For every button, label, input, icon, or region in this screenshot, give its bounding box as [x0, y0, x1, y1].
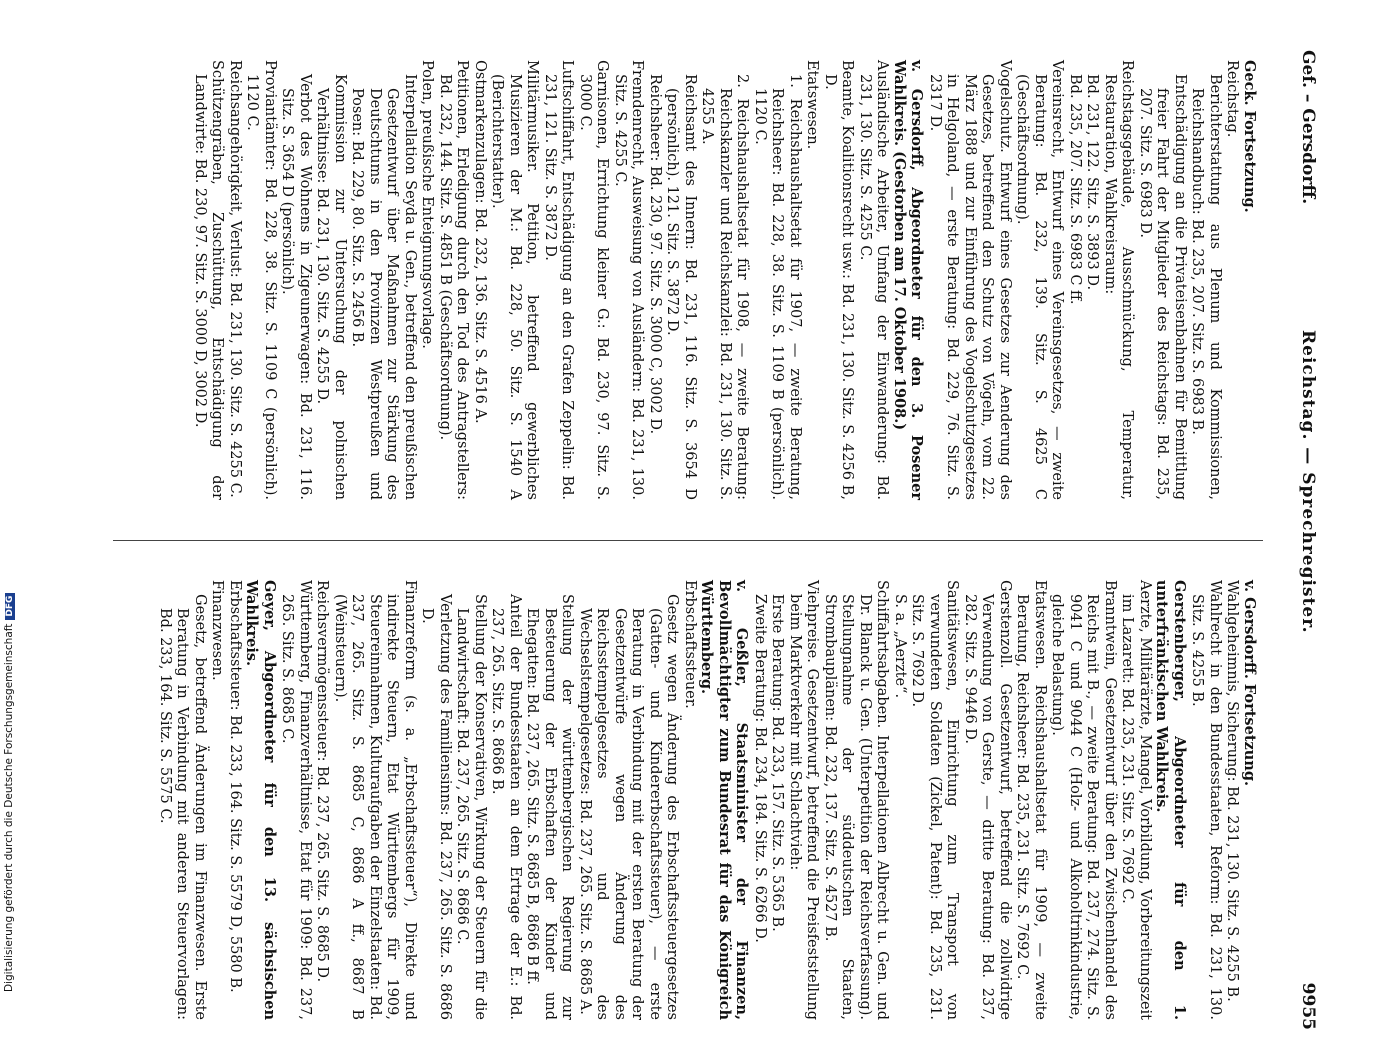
register-entry: Interpellation Seyda u. Gen., betreffend den preußischen Gesetzentwurf über Maßnahmen zur Stärkung des Deutschtums in den Provinzen Westpreußen und Posen: Bd. 229, 80. Sitz. S. 2456 B.	[349, 74, 418, 500]
register-entry: S. a. „Aerzte“.	[892, 594, 908, 699]
register-entry: Gerstenzoll. Gesetzentwurf, betreffend die zollwidrige Verwendung von Gerste, — dritte Beratung: Bd. 237, 282. Sitz. S. 9446 D.	[962, 580, 1013, 1020]
right-column	[156, 580, 1259, 1020]
register-entry: Finanzwesen.	[209, 580, 226, 681]
register-entry: Ausländische Arbeiter, Umfang der Einwanderung: Bd. 231, 130. Sitz. S. 4255 C.	[857, 60, 891, 500]
register-page	[88, 40, 1318, 1040]
register-entry: Vogelschutz. Entwurf eines Gesetzes zur Aenderung des Gesetzes, betreffend den Schutz von Vögeln, vom 22. März 1888 und zur Einführung des Vogelschutzgesetzes in Helgoland, — erste Beratung: Bd. 229, 76. Sitz. S. 2317 D.	[927, 60, 1013, 500]
register-entry: Stellung der württembergischen Regierung zur Besteuerung der Erbschaften der Kinder und Ehegatten: Bd. 237, 265. Sitz. S. 8685 B, 8686 B ff.	[524, 594, 576, 1020]
register-entry: Ostmarkenzulagen: Bd. 232, 136. Sitz. S. 4516 A.	[472, 60, 488, 424]
register-entry: Schützengräben, Zuschüttung, Entschädigung der Landwirte: Bd. 230, 97. Sitz. S. 3000 D, 3002 D.	[192, 60, 226, 500]
header-running-head-left: Gef. – Gersdorff.	[1298, 50, 1318, 205]
register-entry: Erbschaftssteuer.	[682, 580, 698, 709]
footer-text: Digitalisierung gefördert durch die Deutsche Forschungsgemeinschaft	[3, 623, 15, 992]
register-entry: Beamte, Koalitionsrecht usw.: Bd. 231, 130. Sitz. S. 4256 B, D.	[822, 60, 856, 500]
register-entry: Reichstagsgebäude, Ausschmückung, Temperatur, Restauration, Wahlkreisraum:	[1102, 60, 1136, 500]
page-header	[1288, 40, 1318, 1040]
register-entry: Geyer, Abgeordneter für den 13. sächsischen Wahlkreis.	[243, 580, 278, 1020]
register-entry: Etatswesen.	[804, 60, 821, 150]
page-number: 9955	[1298, 982, 1318, 1030]
register-entry: Erbschaftssteuer: Bd. 233, 164. Sitz. S. 5579 D, 5580 B.	[227, 580, 243, 993]
register-entry: Gerstenberger, Abgeordneter für den 1. unterfränkischen Wahlkreis.	[1153, 580, 1188, 1020]
register-entry: Aerzte, Militärärzte, Mangel, Vorbildung, Vorbereitungszeit im Lazarett: Bd. 235, 231. Sitz. S. 7692 C.	[1119, 580, 1153, 1020]
register-entry: Vereinsrecht, Entwurf eines Vereinsgesetzes, — zweite Beratung: Bd. 232, 139. Sitz. S. 4625 C (Geschäftsordnung).	[1014, 60, 1066, 500]
register-entry: Luftschiffahrt, Entschädigung an den Grafen Zeppelin: Bd. 231, 121. Sitz. S. 3872 D.	[542, 60, 576, 500]
register-entry: Petitionen, Erledigung durch den Tod des Antragstellers: Bd. 232, 144. Sitz. S. 4851 B (Geschäftsordnung).	[437, 60, 471, 500]
register-entry: v. Gersdorff. Fortsetzung.	[1241, 580, 1258, 787]
register-entry: Reichsamt des Innern: Bd. 231, 116. Sitz. S. 3654 D (persönlich). 121. Sitz. S. 3872 D.	[664, 74, 698, 500]
register-entry: 1. Reichshaushaltsetat für 1907, — zweite Beratung, Reichsheer: Bd. 228, 38. Sitz. S. 1109 B (persönlich). 1120 C.	[752, 74, 803, 500]
register-entry: Verbot des Wohnens in Zigeunerwagen: Bd. 231, 116. Sitz. S. 3654 D (persönlich).	[279, 74, 313, 500]
register-entry: Wahlgeheimnis, Sicherung: Bd. 231, 130. Sitz. S. 4255 B.	[1224, 580, 1241, 1002]
register-entry: Bd. 231, 122. Sitz. S. 3893 D.	[1084, 74, 1101, 291]
register-entry: Reichstag.	[1224, 60, 1241, 138]
register-entry: Finanzreform (s. a. „Erbschaftssteuer“), Direkte und indirekte Steuern, Etat Württembergs für 1909, Steuereinnahmen, Kulturaufgaben der Einzelstaaten: Bd. 237, 265. Sitz. S. 8685 C, 8686 A ff., 8687 B (Weinsteuern).	[332, 580, 418, 1020]
register-entry: Geck. Fortsetzung.	[1241, 60, 1258, 213]
register-entry: Fremdenrecht, Ausweisung von Ausländern: Bd. 231, 130. Sitz. S. 4255 C.	[612, 60, 646, 500]
register-entry: Württemberg, Finanzverhältnisse, Etat für 1909: Bd. 237, 265. Sitz. S. 8685 C.	[279, 580, 313, 1020]
register-entry: Berichterstattung aus Plenum und Kommissionen, Reichshandbuch: Bd. 235, 207. Sitz. S. 6983 B.	[1189, 74, 1223, 500]
register-entry: Verletzung des Familiensinns: Bd. 237, 265. Sitz. S. 8686 D.	[419, 594, 453, 1020]
column-divider	[113, 540, 1263, 541]
register-entry: Zweite Beratung: Bd. 234, 184. Sitz. S. 6266 D.	[752, 594, 768, 943]
register-entry: Entschädigung an die Privateisenbahnen für Bemittlung freier Fahrt der Mitglieder des Reichstags: Bd. 235, 207. Sitz. S. 6983 D.	[1137, 74, 1188, 500]
register-entry: Sanitätswesen, Einrichtung zum Transport von verwundeten Soldaten (Zickel, Patent): Bd. 235, 231. Sitz. S. 7692 D.	[909, 580, 961, 1020]
register-entry: Viehpreise. Gesetzentwurf, betreffend die Preisfeststellung beim Marktverkehr mit Schlachtvieh:	[787, 580, 821, 1020]
register-entry: Reichsvermögenssteuer: Bd. 237, 265. Sitz. S. 8685 D.	[314, 580, 331, 983]
register-entry: Polen, preußische Enteignungsvorlage.	[419, 60, 436, 349]
register-entry: Garnisonen, Errichtung kleiner G.: Bd. 230, 97. Sitz. S. 3000 C.	[577, 60, 611, 500]
register-entry: Schiffahrtsabgaben. Interpellationen Albrecht u. Gen. und Dr. Blanck u. Gen. (Unterpetition der Reichsverfassung). Stellungnahme der süddeutschen Staaten, Strombauplänen: Bd. 232, 137. Sitz. S. 4527 B.	[822, 580, 891, 1020]
register-entry: Branntwein, Gesetzentwurf über den Zwischenhandel des Reichs mit B., — zweite Beratung: Bd. 237, 274. Sitz. S. 9041 C und 9044 C (Holz- und Alkoholtrinkindustrie, gleiche Belastung).	[1049, 580, 1118, 1020]
register-entry: 2. Reichshaushaltsetat für 1908, — zweite Beratung: Reichskanzler und Reichskanzlei: Bd. 231, 130. Sitz. S. 4255 A.	[699, 74, 751, 500]
register-entry: v. Gersdorff, Abgeordneter für den 3. Posener Wahlkreis. (Gestorben am 17. Oktober 1908.)	[891, 60, 926, 500]
register-entry: Gesetz wegen Änderung des Erbschaftssteuergesetzes (Gatten- und Kindererbschaftssteuer), — erste Beratung in Verbindung mit der ersten Beratung der Gesetzentwürfe wegen Änderung des Reichsstempelgesetzes und des Wechselstempelgesetzes: Bd. 237, 265. Sitz. S. 8685 A.	[577, 594, 681, 1020]
register-entry: Gesetz, betreffend Änderungen im Finanzwesen. Erste Beratung in Verbindung mit anderen Steuervorlagen: Bd. 233, 164. Sitz. S. 5575 C.	[157, 594, 208, 1020]
left-column	[191, 60, 1259, 500]
register-entry: v. Geßler, Staatsminister der Finanzen, Bevollmächtigter zum Bundesrat für das Königreich Württemberg.	[698, 580, 751, 1020]
digitization-footer	[3, 2, 17, 992]
register-entry: Reichsangehörigkeit, Verlust: Bd. 231, 130. Sitz. S. 4255 C.	[227, 60, 243, 498]
register-entry: Reichsheer: Bd. 230, 97. Sitz. S. 3000 C, 3002 D.	[647, 74, 663, 435]
header-title: Reichstag. — Sprechregister.	[1298, 330, 1318, 634]
register-entry: Stellung der Konservativen, Wirkung der Steuern für die Landwirtschaft: Bd. 237, 265. Sitz. S. 8686 C.	[454, 594, 488, 1020]
dfg-logo: DFG	[5, 593, 15, 620]
register-entry: Anteil der Bundesstaaten an dem Ertrage der E.: Bd. 237, 265. Sitz. S. 8686 B.	[489, 594, 523, 1020]
register-entry: Kommission zur Untersuchung der polnischen Verhältnisse: Bd. 231, 130. Sitz. S. 4255 D.	[314, 74, 348, 500]
register-entry: Proviantämter: Bd. 228, 38. Sitz. S. 1109 C (persönlich). 1120 C.	[244, 60, 278, 500]
register-entry: Etatswesen. Reichshaushaltsetat für 1909, — zweite Beratung, Reichsheer: Bd. 235, 231. Sitz. S. 7692 C.	[1014, 580, 1048, 1020]
register-entry: Bd. 235, 207. Sitz. S. 6983 C ff.	[1067, 74, 1083, 305]
register-entry: Erste Beratung: Bd. 233, 157. Sitz. S. 5365 B.	[769, 594, 786, 932]
register-entry: Wahlrecht in den Bundesstaaten, Reform: Bd. 231, 130. Sitz. S. 4255 B.	[1189, 580, 1223, 1020]
register-entry: Militärmusiker. Petition, betreffend gewerbliches Musizieren der M.: Bd. 228, 50. Sitz. S. 1540 A (Berichterstatter).	[489, 60, 541, 500]
